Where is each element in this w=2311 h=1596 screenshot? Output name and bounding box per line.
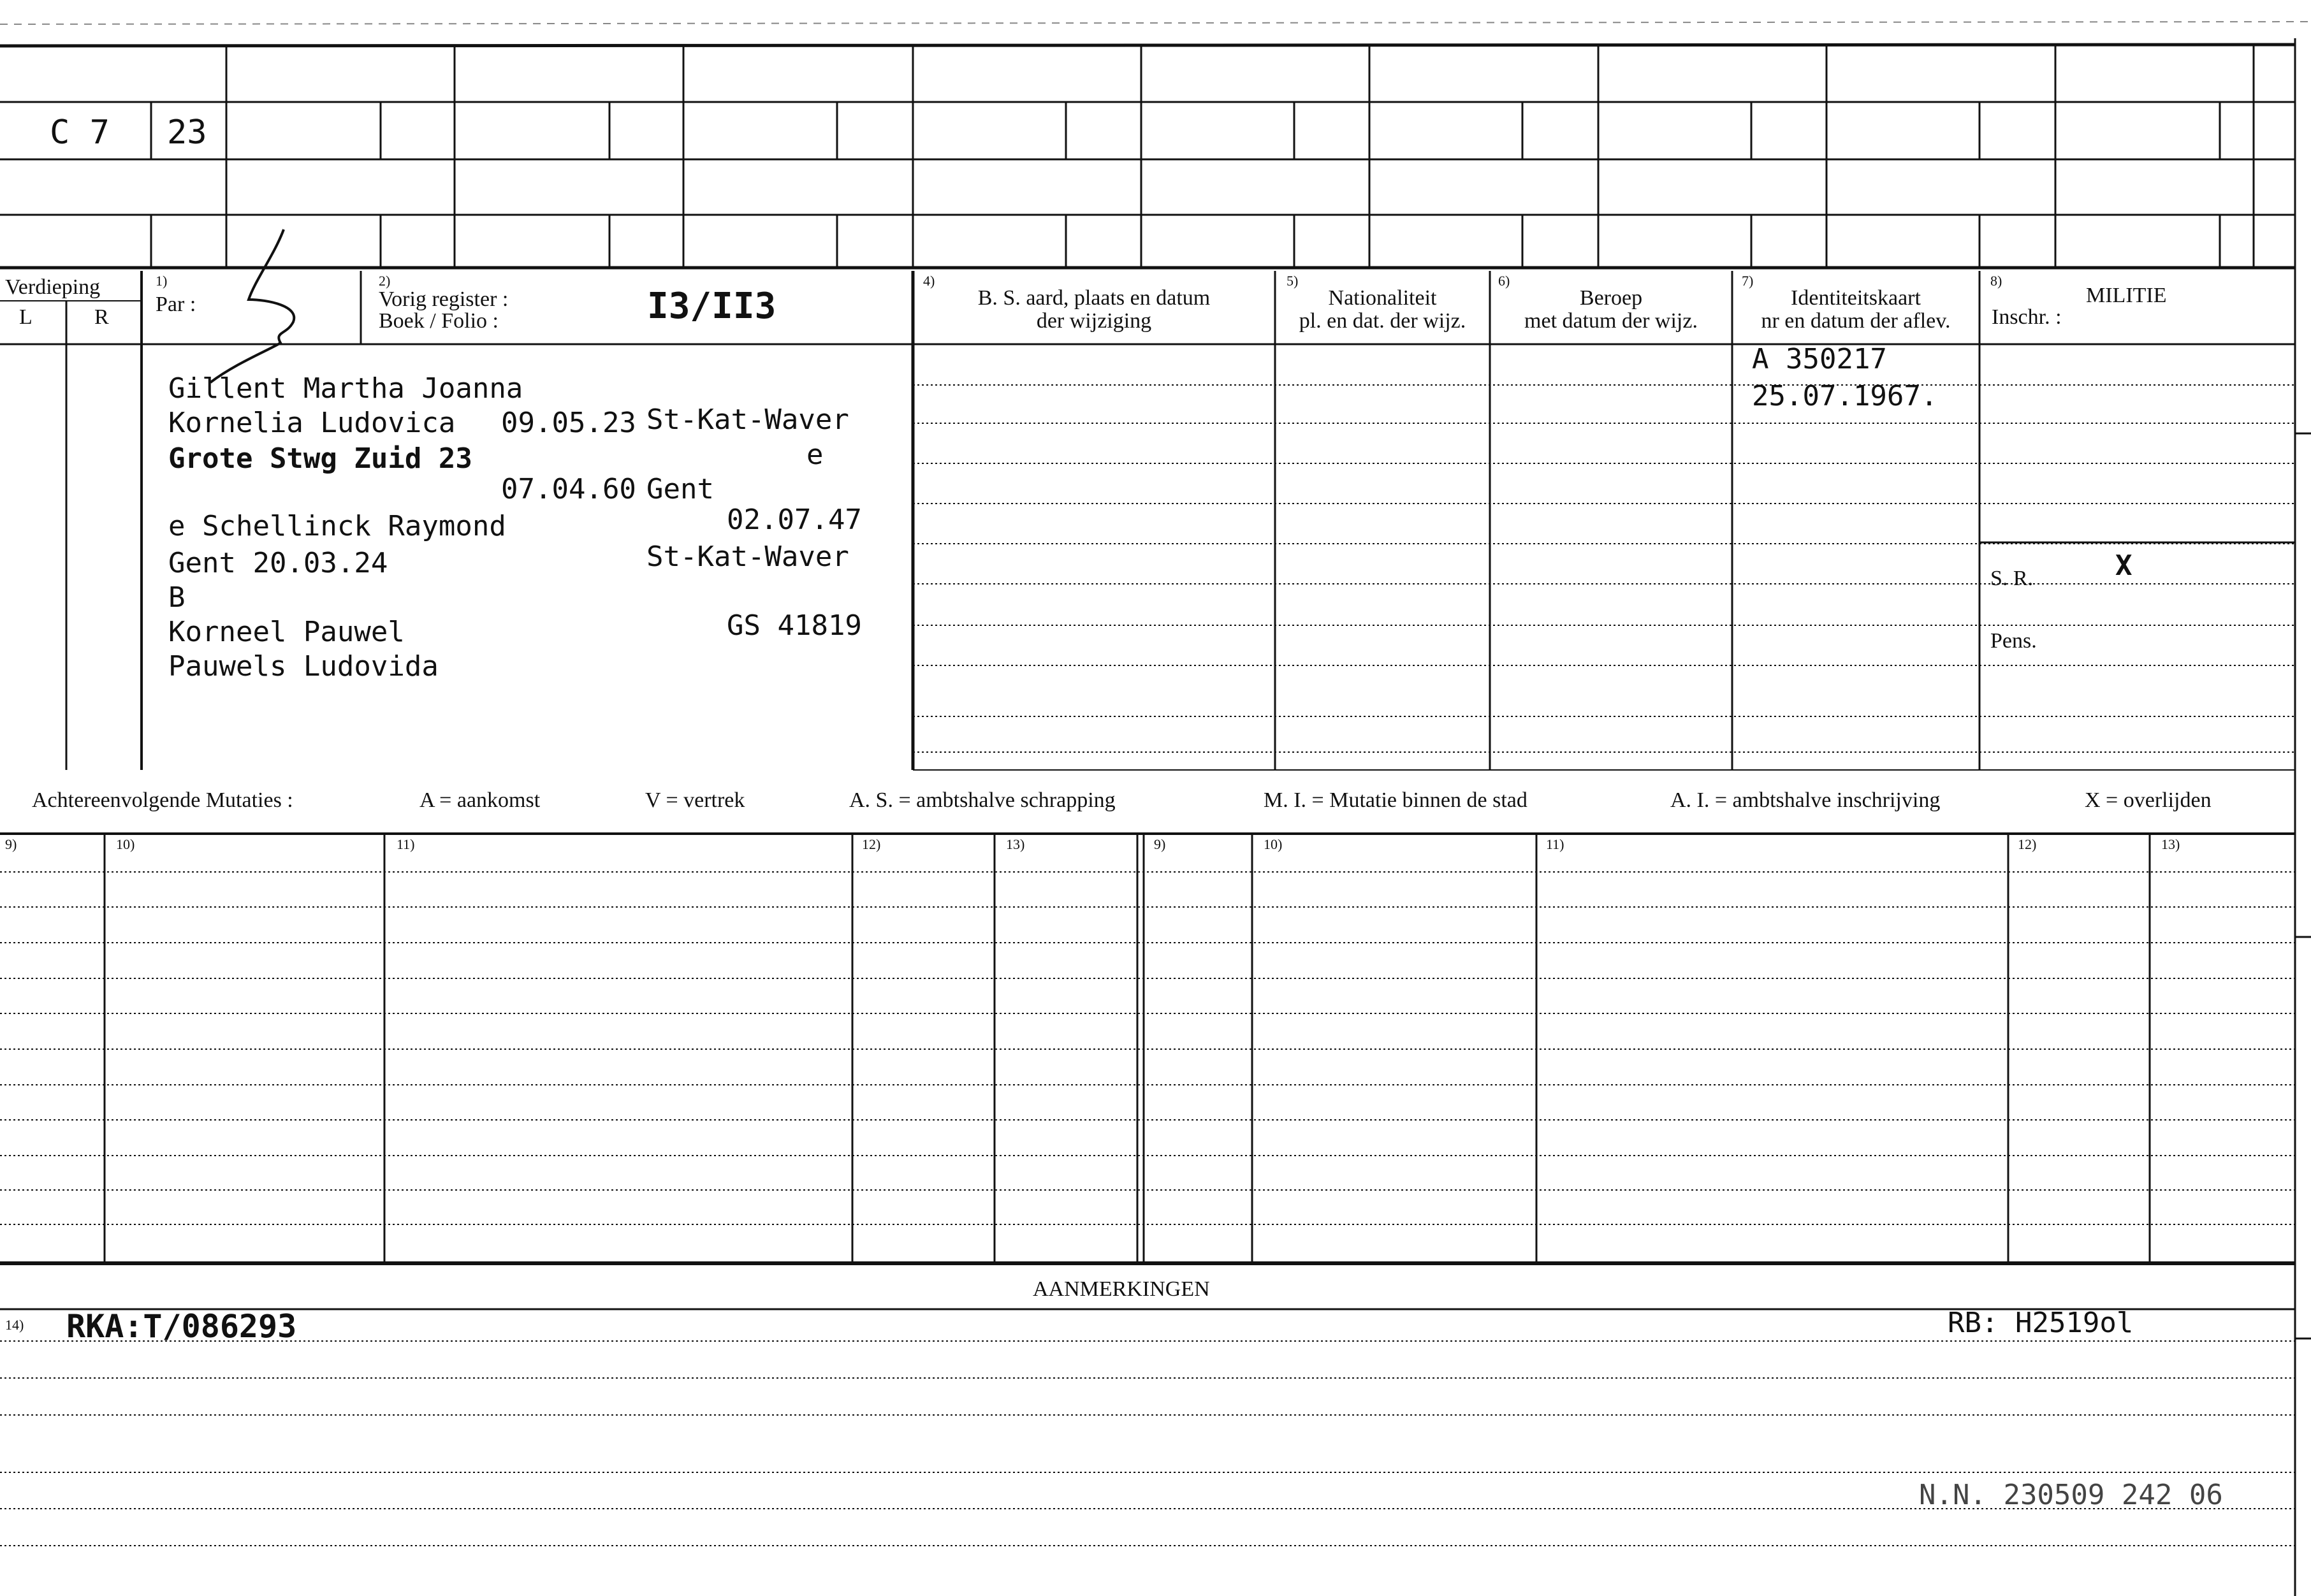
identity-card-date: 25.07.1967. xyxy=(1752,380,1938,412)
aanmerkingen-number: 14) xyxy=(5,1317,24,1333)
register-code: C 7 xyxy=(50,113,110,152)
register-number: 23 xyxy=(167,113,207,152)
legend-inschrijving: A. I. = ambtshalve inschrijving xyxy=(1670,788,1941,812)
vorig-register-label: Vorig register : xyxy=(379,287,509,311)
column-4-number: 4) xyxy=(923,273,935,289)
birth-date: 09.05.23 xyxy=(501,407,636,439)
column-6-title-line2: met datum der wijz. xyxy=(1524,309,1698,333)
spouse-birth-line: Gent 20.03.24 xyxy=(168,547,388,579)
column-4-title xyxy=(913,287,1275,333)
column-7-title xyxy=(1732,287,1979,333)
father-name: Korneel Pauwel xyxy=(168,616,405,648)
identity-card-number: A 350217 xyxy=(1752,343,1887,375)
column-8-number: 8) xyxy=(1990,273,2002,289)
sr-value: X xyxy=(2115,549,2132,582)
verdieping-header: Verdieping xyxy=(5,275,101,299)
rka-reference: RKA:T/086293 xyxy=(66,1308,297,1345)
column-5-title-line2: pl. en dat. der wijz. xyxy=(1299,309,1466,333)
date-2: 07.04.60 xyxy=(501,473,636,505)
legend-overlijden: X = overlijden xyxy=(2085,788,2212,812)
birth-place: St-Kat-Waver xyxy=(646,403,849,436)
date-3: 02.07.47 xyxy=(727,504,862,536)
vorig-register-value: I3/II3 xyxy=(647,286,776,327)
legend-mutatie-stad: M. I. = Mutatie binnen de stad xyxy=(1264,788,1527,812)
person-name-line-2: Kornelia Ludovica xyxy=(168,407,456,439)
column-5-number: 5) xyxy=(1287,273,1299,289)
column-5-title-line1: Nationaliteit xyxy=(1328,286,1437,310)
mutaties-col-9-right: 9) xyxy=(1154,836,1166,852)
legend-aankomst: A = aankomst xyxy=(419,788,541,812)
national-number: N.N. 230509 242 06 xyxy=(1919,1479,2223,1511)
column-6-title-line1: Beroep xyxy=(1579,286,1643,310)
column-4-title-line2: der wijziging xyxy=(1036,309,1152,333)
gs-number: GS 41819 xyxy=(727,609,862,642)
column-6-number: 6) xyxy=(1498,273,1510,289)
l-header: L xyxy=(19,305,33,329)
par-label: Par : xyxy=(156,293,196,316)
mother-name: Pauwels Ludovida xyxy=(168,650,439,683)
column-1-number: 1) xyxy=(156,273,168,289)
column-7-title-line1: Identiteitskaart xyxy=(1791,286,1921,310)
mutaties-col-12-left: 12) xyxy=(862,836,881,852)
aanmerkingen-title: AANMERKINGEN xyxy=(1033,1277,1210,1301)
code-b: B xyxy=(168,581,186,614)
place-3: St-Kat-Waver xyxy=(646,540,849,573)
column-6-title xyxy=(1490,287,1732,333)
mutaties-col-9-left: 9) xyxy=(5,836,17,852)
spouse-line: e Schellinck Raymond xyxy=(168,510,506,542)
column-7-number: 7) xyxy=(1742,273,1754,289)
inschr-label: Inschr. : xyxy=(1992,305,2062,329)
mutaties-col-11-left: 11) xyxy=(397,836,415,852)
column-2-number: 2) xyxy=(379,273,391,289)
pens-label: Pens. xyxy=(1990,629,2037,653)
place-2: Gent xyxy=(646,473,714,505)
e-mark-1: e xyxy=(806,439,824,471)
r-header: R xyxy=(94,305,109,329)
mutaties-col-13-right: 13) xyxy=(2161,836,2180,852)
mutaties-col-13-left: 13) xyxy=(1006,836,1025,852)
sr-label: S. R. xyxy=(1990,567,2034,590)
mutaties-col-12-right: 12) xyxy=(2018,836,2037,852)
address-line: Grote Stwg Zuid 23 xyxy=(168,442,472,475)
mutaties-col-11-right: 11) xyxy=(1546,836,1564,852)
boek-folio-label: Boek / Folio : xyxy=(379,309,499,333)
rb-reference: RB: H2519ol xyxy=(1948,1307,2134,1339)
mutaties-col-10-right: 10) xyxy=(1264,836,1283,852)
person-name-line-1: Gillent Martha Joanna xyxy=(168,372,523,405)
mutaties-col-10-left: 10) xyxy=(116,836,135,852)
militie-title: MILITIE xyxy=(2086,284,2167,307)
legend-vertrek: V = vertrek xyxy=(645,788,745,812)
column-7-title-line2: nr en datum der aflev. xyxy=(1761,309,1951,333)
mutaties-title: Achtereenvolgende Mutaties : xyxy=(32,788,293,812)
column-5-title xyxy=(1275,287,1490,333)
column-4-title-line1: B. S. aard, plaats en datum xyxy=(977,286,1211,310)
legend-schrapping: A. S. = ambtshalve schrapping xyxy=(849,788,1116,812)
